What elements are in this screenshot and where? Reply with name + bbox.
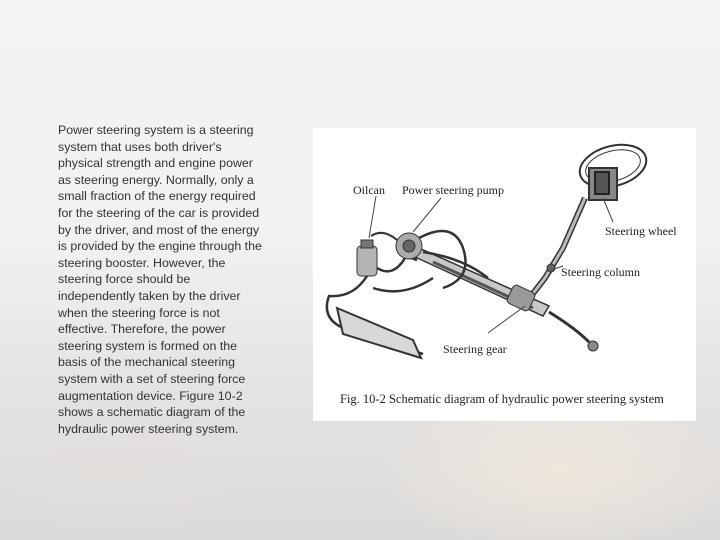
steering-column-label: Steering column — [561, 265, 640, 279]
steering-column-drawing — [531, 198, 585, 296]
figure-caption: Fig. 10-2 Schematic diagram of hydraulic power steering system — [340, 392, 664, 406]
steering-wheel-label: Steering wheel — [605, 224, 677, 238]
oilcan-drawing — [357, 240, 377, 276]
steering-gear-drawing — [403, 248, 598, 351]
pump-label: Power steering pump — [402, 183, 504, 197]
oilcan-label: Oilcan — [353, 183, 385, 197]
schematic-diagram — [313, 128, 696, 421]
steering-gear-label: Steering gear — [443, 342, 507, 356]
hydraulic-steering-figure — [313, 128, 696, 421]
pump-drawing — [371, 233, 422, 259]
body-paragraph: Power steering system is a steering system that uses both driver's physical strength and engine power as steering energy. Normally, only a small fraction of the energy required for the steering of the car is provided by the driver, and most of the energy is provided by the engine through the steering booster. However, the steering force should be independently taken by the driver when the steering force is not effective. Therefore, the power steering system is formed on the basis of the mechanical steering system with a set of steering force augmentation device. Figure 10-2 shows a schematic diagram of the hydraulic power steering system. — [58, 123, 262, 436]
steering-wheel-drawing — [575, 138, 651, 200]
